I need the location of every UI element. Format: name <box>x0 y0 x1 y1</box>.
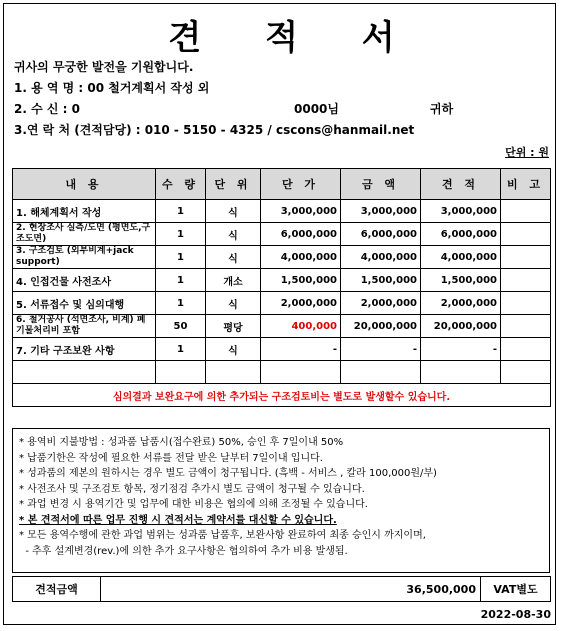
total-table <box>12 576 551 602</box>
row-unit: 식 <box>206 223 261 246</box>
row-amount: - <box>341 338 421 361</box>
row-unit: 식 <box>206 246 261 269</box>
header-estimate: 견 적 <box>421 169 501 200</box>
row-note <box>501 292 551 315</box>
header-qty: 수 량 <box>156 169 206 200</box>
row-estimate: 2,000,000 <box>421 292 501 315</box>
row-item: 1. 해체계획서 작성 <box>13 200 156 223</box>
terms-notes <box>12 428 550 573</box>
note-line: * 용역비 지불방법 : 성과품 납품시(접수완료) 50%, 승인 후 7일이내 50% <box>19 437 344 448</box>
row-estimate: 4,000,000 <box>421 246 501 269</box>
total-row <box>13 577 551 602</box>
row-price: 2,000,000 <box>261 292 341 315</box>
table-row <box>13 338 551 361</box>
contact-info: 3.연 락 처 (견적담당) : 010 - 5150 - 4325 / cscons@hanmail.net <box>14 123 415 137</box>
note-line: * 과업 변경 시 용역기간 및 업무에 대한 비용은 협의에 의해 조정될 수 있습니다. <box>19 499 368 510</box>
header-price: 단 가 <box>261 169 341 200</box>
row-estimate: - <box>421 338 501 361</box>
note-line: * 사전조사 및 구조검토 항목, 정기점검 추가시 별도 금액이 청구될 수 있습니다. <box>19 483 365 495</box>
table-header-row <box>13 169 551 200</box>
row-note <box>501 246 551 269</box>
empty-cell <box>261 361 341 384</box>
issue-date: 2022-08-30 <box>480 608 551 621</box>
header-note: 비 고 <box>501 169 551 200</box>
row-unit: 개소 <box>206 269 261 292</box>
row-qty: 50 <box>156 315 206 338</box>
table-row <box>13 223 551 246</box>
row-unit: 식 <box>206 338 261 361</box>
empty-cell <box>206 361 261 384</box>
document-title: 견 적 서 <box>168 18 421 58</box>
table-row-empty <box>13 361 551 384</box>
row-amount: 2,000,000 <box>341 292 421 315</box>
total-amount: 36,500,000 <box>101 577 481 602</box>
row-note <box>501 338 551 361</box>
row-qty: 1 <box>156 246 206 269</box>
row-estimate: 20,000,000 <box>421 315 501 338</box>
row-amount: 20,000,000 <box>341 315 421 338</box>
row-estimate: 6,000,000 <box>421 223 501 246</box>
table-row <box>13 200 551 223</box>
header-item: 내 용 <box>13 169 156 200</box>
row-unit: 식 <box>206 292 261 315</box>
row-price: 3,000,000 <box>261 200 341 223</box>
row-amount: 4,000,000 <box>341 246 421 269</box>
row-item: 7. 기타 구조보완 사항 <box>13 338 156 361</box>
table-row <box>13 246 551 269</box>
row-note <box>501 315 551 338</box>
empty-cell <box>341 361 421 384</box>
recipient-name: 0000님 <box>294 102 339 116</box>
row-amount: 1,500,000 <box>341 269 421 292</box>
currency-unit: 단위 : 원 <box>505 146 549 159</box>
vat-label: VAT별도 <box>481 577 551 602</box>
greeting: 귀사의 무궁한 발전을 기원합니다. <box>14 60 194 74</box>
recipient: 2. 수 신 : 0 <box>14 102 80 116</box>
row-price: 1,500,000 <box>261 269 341 292</box>
row-price: - <box>261 338 341 361</box>
row-unit: 식 <box>206 200 261 223</box>
header-unit: 단 위 <box>206 169 261 200</box>
table-row <box>13 292 551 315</box>
row-note <box>501 200 551 223</box>
row-estimate: 3,000,000 <box>421 200 501 223</box>
row-item: 6. 철거공사 (석면조사, 비계) 폐기물처리비 포함 <box>13 315 156 338</box>
row-unit: 평당 <box>206 315 261 338</box>
row-qty: 1 <box>156 223 206 246</box>
row-item: 4. 인접건물 사전조사 <box>13 269 156 292</box>
row-qty: 1 <box>156 269 206 292</box>
row-qty: 1 <box>156 200 206 223</box>
row-qty: 1 <box>156 292 206 315</box>
empty-cell <box>501 361 551 384</box>
empty-cell <box>156 361 206 384</box>
red-notice-row <box>13 384 551 407</box>
note-line: * 성과품의 제본의 원하시는 경우 별도 금액이 청구됩니다. (흑백 - 서비스 , 칼라 100,000원/부) <box>19 468 437 479</box>
total-label: 견적금액 <box>13 577 101 602</box>
note-line: * 납품기한은 작성에 필요한 서류를 전달 받은 날부터 7일이내 입니다. <box>19 452 323 464</box>
honorific: 귀하 <box>430 102 454 116</box>
row-amount: 6,000,000 <box>341 223 421 246</box>
row-price-highlight: 400,000 <box>261 315 341 338</box>
empty-cell <box>13 361 156 384</box>
row-amount: 3,000,000 <box>341 200 421 223</box>
header-amount: 금 액 <box>341 169 421 200</box>
note-line: * 모든 용역수행에 관한 과업 범위는 성과품 납품후, 보완사항 완료하여 최종 승인시 까지이며, <box>19 530 426 541</box>
row-price: 6,000,000 <box>261 223 341 246</box>
project-name: 1. 용 역 명 : 00 철거계획서 작성 외 <box>14 81 210 95</box>
table-row <box>13 315 551 338</box>
empty-cell <box>421 361 501 384</box>
note-line-emphasis: * 본 견적서에 따른 업무 진행 시 견적서는 계약서를 대신할 수 있습니다. <box>19 514 337 526</box>
row-qty: 1 <box>156 338 206 361</box>
note-line: - 추후 설계변경(rev.)에 의한 추가 요구사항은 협의하여 추가 비용 발생됨. <box>19 545 348 557</box>
estimate-table <box>12 168 551 407</box>
red-notice: 심의결과 보완요구에 의한 추가되는 구조검토비는 별도로 발생할수 있습니다. <box>13 384 551 407</box>
row-estimate: 1,500,000 <box>421 269 501 292</box>
row-item: 5. 서류접수 및 심의대행 <box>13 292 156 315</box>
row-note <box>501 223 551 246</box>
row-price: 4,000,000 <box>261 246 341 269</box>
row-note <box>501 269 551 292</box>
table-row <box>13 269 551 292</box>
row-item: 3. 구조검토 (외부비계+jack support) <box>13 246 156 269</box>
row-item: 2. 현장조사 실측/도면 (평면도,구조도면) <box>13 223 156 246</box>
